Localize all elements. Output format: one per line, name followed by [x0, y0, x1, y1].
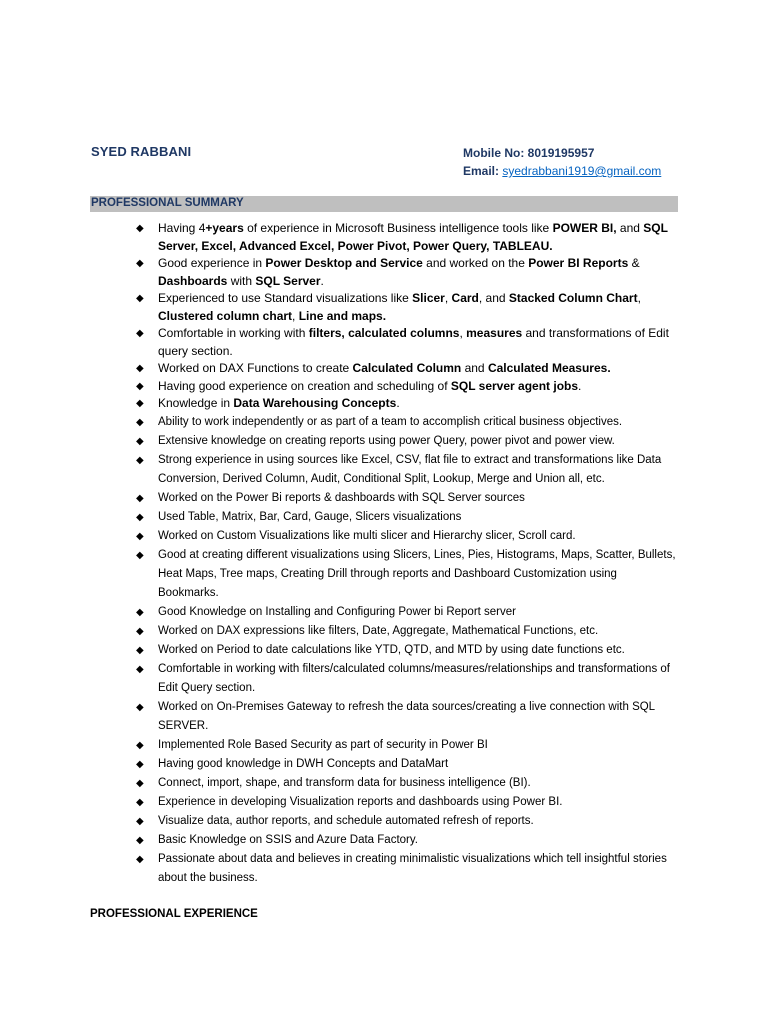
- summary-item-text: Worked on DAX Functions to create Calculated Column and Calculated Measures.: [158, 361, 611, 375]
- summary-item: [136, 698, 678, 736]
- summary-item-text: Good Knowledge on Installing and Configuring Power bi Report server: [158, 605, 516, 618]
- bullet-icon: ◆: [136, 223, 144, 234]
- email-label: Email:: [463, 164, 500, 178]
- summary-item-text: Extensive knowledge on creating reports using power Query, power pivot and power view.: [158, 434, 615, 447]
- summary-item-text: Worked on the Power Bi reports & dashboards with SQL Server sources: [158, 491, 525, 504]
- bullet-icon: ◆: [136, 739, 144, 751]
- summary-item: [136, 290, 678, 325]
- summary-item-text: Visualize data, author reports, and schedule automated refresh of reports.: [158, 814, 534, 827]
- summary-item-text: Used Table, Matrix, Bar, Card, Gauge, Slicers visualizations: [158, 510, 462, 523]
- bullet-icon: ◆: [136, 293, 144, 304]
- summary-item: [136, 255, 678, 290]
- bullet-icon: ◆: [136, 549, 144, 561]
- summary-item-text: Comfortable in working with filters/calculated columns/measures/relationships and transformations of Edit Query section.: [158, 662, 670, 694]
- bullet-icon: ◆: [136, 701, 144, 713]
- summary-item: [136, 812, 678, 831]
- summary-item: [136, 622, 678, 641]
- summary-item-text: Having 4+years of experience in Microsoft Business intelligence tools like POWER BI, and SQL Server, Excel, Advanced Excel, Power Pivot, Power Query, TABLEAU.: [158, 221, 668, 253]
- summary-item: [136, 641, 678, 660]
- bullet-icon: ◆: [136, 777, 144, 789]
- bullet-icon: ◆: [136, 258, 144, 269]
- summary-item: [136, 325, 678, 360]
- summary-item: [136, 508, 678, 527]
- summary-item: [136, 736, 678, 755]
- professional-summary-header: [90, 196, 678, 212]
- summary-item: [136, 395, 678, 413]
- summary-item-text: Passionate about data and believes in creating minimalistic visualizations which tell insightful stories about the business.: [158, 852, 667, 884]
- summary-item: [136, 527, 678, 546]
- summary-item: [136, 546, 678, 603]
- bullet-icon: ◆: [136, 492, 144, 504]
- summary-item-text: Implemented Role Based Security as part of security in Power BI: [158, 738, 488, 751]
- summary-item: [136, 413, 678, 432]
- bullet-icon: ◆: [136, 606, 144, 618]
- summary-item: [136, 220, 678, 255]
- mobile-line: [463, 144, 661, 162]
- bullet-icon: ◆: [136, 454, 144, 466]
- bullet-icon: ◆: [136, 416, 144, 428]
- summary-item: [136, 793, 678, 812]
- bullet-icon: ◆: [136, 435, 144, 447]
- email-line: [463, 162, 661, 180]
- summary-item-text: Worked on Custom Visualizations like multi slicer and Hierarchy slicer, Scroll card.: [158, 529, 576, 542]
- summary-item-text: Strong experience in using sources like Excel, CSV, flat file to extract and transformations like Data Conversion, Derived Column, Audit, Conditional Split, Lookup, Merge and Union all, etc.: [158, 453, 662, 485]
- summary-item: [136, 850, 678, 888]
- summary-item-text: Worked on Period to date calculations like YTD, QTD, and MTD by using date functions etc.: [158, 643, 625, 656]
- summary-item: [136, 755, 678, 774]
- summary-item-text: Worked on DAX expressions like filters, Date, Aggregate, Mathematical Functions, etc.: [158, 624, 599, 637]
- summary-item-text: Having good knowledge in DWH Concepts and DataMart: [158, 757, 449, 770]
- summary-item-text: Experienced to use Standard visualizations like Slicer, Card, and Stacked Column Chart, Clustered column chart, Line and maps.: [158, 291, 641, 323]
- bullet-icon: ◆: [136, 796, 144, 808]
- summary-item: [136, 831, 678, 850]
- professional-experience-header: PROFESSIONAL EXPERIENCE: [90, 908, 258, 920]
- section-title: PROFESSIONAL SUMMARY: [91, 197, 244, 209]
- summary-item-text: Knowledge in Data Warehousing Concepts.: [158, 396, 400, 410]
- summary-item-text: Basic Knowledge on SSIS and Azure Data Factory.: [158, 833, 418, 846]
- bullet-icon: ◆: [136, 511, 144, 523]
- contact-block: [463, 144, 661, 180]
- summary-item: [136, 660, 678, 698]
- summary-list: [136, 220, 678, 888]
- bullet-icon: ◆: [136, 328, 144, 339]
- summary-item-text: Having good experience on creation and scheduling of SQL server agent jobs.: [158, 378, 582, 393]
- summary-item-text: Connect, import, shape, and transform data for business intelligence (BI).: [158, 776, 531, 789]
- bullet-icon: ◆: [136, 758, 144, 770]
- bullet-icon: ◆: [136, 834, 144, 846]
- summary-item: [136, 774, 678, 793]
- summary-item-text: Good at creating different visualizations using Slicers, Lines, Pies, Histograms, Maps, Scatter, Bullets, Heat Maps, Tree maps, Creating Drill through reports and Dashboard Customization using Bookmarks.: [158, 548, 676, 599]
- bullet-icon: ◆: [136, 853, 144, 865]
- summary-item: [136, 378, 678, 396]
- bullet-icon: ◆: [136, 644, 144, 656]
- mobile-label: Mobile No:: [463, 146, 525, 160]
- summary-item: [136, 489, 678, 508]
- summary-item-text: Ability to work independently or as part of a team to accomplish critical business objectives.: [158, 415, 623, 428]
- mobile-number: 8019195957: [527, 146, 595, 160]
- bullet-icon: ◆: [136, 398, 144, 409]
- email-link[interactable]: syedrabbani1919@gmail.com: [502, 164, 662, 178]
- bullet-icon: ◆: [136, 625, 144, 637]
- bullet-icon: ◆: [136, 380, 144, 392]
- summary-item-text: Comfortable in working with filters, calculated columns, measures and transformations of Edit query section.: [158, 326, 669, 358]
- summary-item-text: Good experience in Power Desktop and Service and worked on the Power BI Reports & Dashboards with SQL Server.: [158, 256, 640, 288]
- summary-item: [136, 360, 678, 378]
- summary-item-text: Experience in developing Visualization reports and dashboards using Power BI.: [158, 795, 563, 808]
- summary-item: [136, 432, 678, 451]
- summary-item: [136, 603, 678, 622]
- summary-item-text: Worked on On-Premises Gateway to refresh the data sources/creating a live connection with SQL SERVER.: [158, 700, 655, 732]
- candidate-name: SYED RABBANI: [91, 144, 192, 159]
- bullet-icon: ◆: [136, 530, 144, 542]
- bullet-icon: ◆: [136, 663, 144, 675]
- bullet-icon: ◆: [136, 815, 144, 827]
- summary-item: [136, 451, 678, 489]
- bullet-icon: ◆: [136, 363, 144, 374]
